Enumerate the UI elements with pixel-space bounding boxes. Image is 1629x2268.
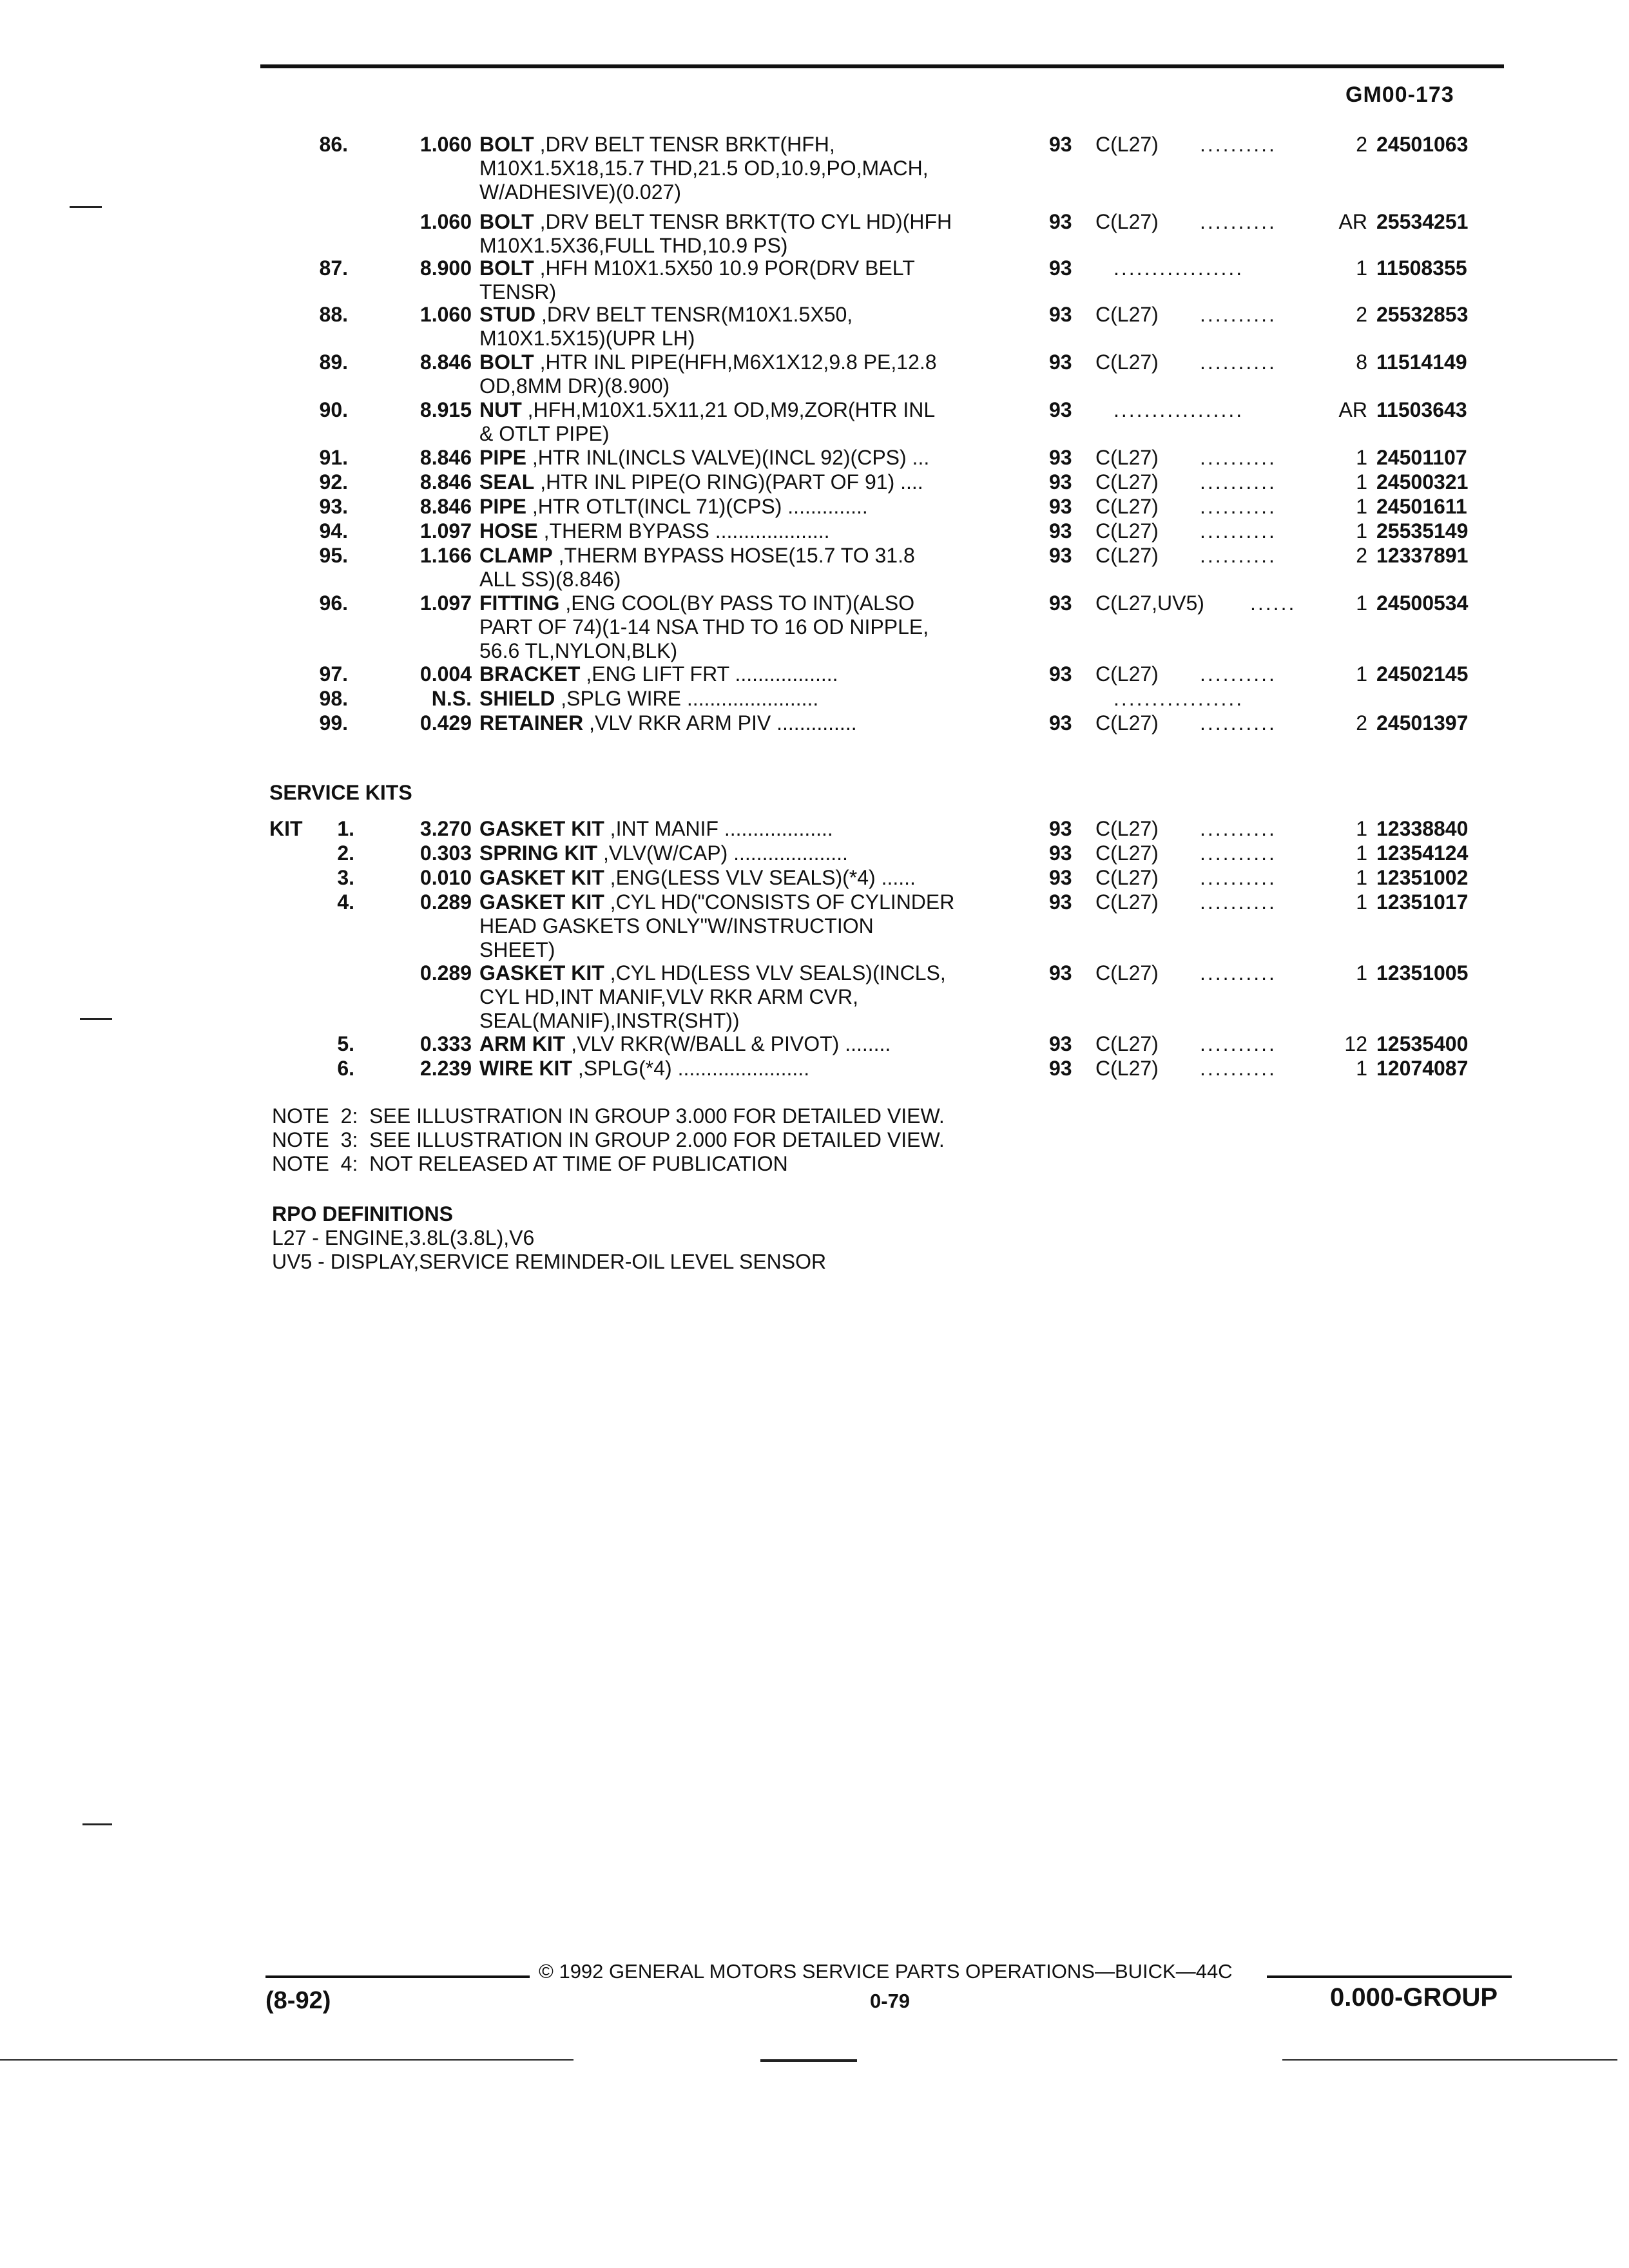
- item-name: GASKET KIT: [479, 866, 604, 889]
- quantity: 2: [1356, 544, 1367, 567]
- rpo-item: L27 - ENGINE,3.8L(3.8L),V6: [272, 1226, 535, 1249]
- item-number: 97.: [319, 662, 348, 686]
- dot-leader: .................: [1113, 256, 1244, 280]
- group-number: 8.846: [419, 351, 472, 374]
- model-year: 93: [1049, 210, 1072, 233]
- quantity: 1: [1356, 470, 1367, 494]
- model-year: 93: [1049, 1057, 1072, 1080]
- item-detail: ,THERM BYPASS ....................: [537, 519, 830, 543]
- group-number: 3.270: [419, 817, 472, 840]
- group-number: 8.900: [419, 256, 472, 280]
- part-number: 11508355: [1376, 256, 1467, 280]
- quantity: 1: [1356, 1057, 1367, 1080]
- part-number: 25532853: [1376, 303, 1469, 326]
- item-detail: ,HTR INL PIPE(O RING)(PART OF 91) ....: [534, 470, 923, 494]
- item-name: CLAMP: [479, 544, 553, 567]
- model-year: 93: [1049, 817, 1072, 840]
- quantity: 1: [1356, 866, 1367, 889]
- bottom-edge-line: [0, 2059, 574, 2061]
- item-number: 6.: [337, 1057, 354, 1080]
- quantity: AR: [1338, 398, 1367, 421]
- item-description: [479, 890, 1008, 962]
- note-line: NOTE 4: NOT RELEASED AT TIME OF PUBLICATION: [272, 1152, 788, 1175]
- footer-rule-right: [1267, 1975, 1512, 1978]
- item-detail: ,INT MANIF ...................: [604, 817, 833, 840]
- part-number: 12535400: [1376, 1032, 1469, 1055]
- quantity: 1: [1356, 841, 1367, 865]
- usage-code: C(L27): [1095, 841, 1159, 865]
- usage-code: C(L27,UV5): [1095, 591, 1204, 615]
- part-number: 24501063: [1376, 133, 1469, 156]
- item-detail: ,HTR INL(INCLS VALVE)(INCL 92)(CPS) ...: [526, 446, 930, 469]
- item-detail: ,ENG(LESS VLV SEALS)(*4) ......: [604, 866, 916, 889]
- usage-code: C(L27): [1095, 519, 1159, 543]
- part-number: 12351002: [1376, 866, 1469, 889]
- part-number: 25534251: [1376, 210, 1469, 233]
- model-year: 93: [1049, 544, 1072, 567]
- dot-leader: ..........: [1200, 817, 1277, 840]
- item-name: GASKET KIT: [479, 890, 604, 914]
- item-number: 89.: [319, 351, 348, 374]
- group-number: 0.289: [419, 890, 472, 914]
- dot-leader: ..........: [1200, 711, 1277, 735]
- item-name: BOLT: [479, 351, 534, 374]
- dot-leader: ..........: [1200, 961, 1277, 985]
- item-number: 99.: [319, 711, 348, 735]
- item-description: [479, 1057, 1008, 1081]
- model-year: 93: [1049, 841, 1072, 865]
- group-number: 1.060: [419, 210, 472, 233]
- group-number: 2.239: [419, 1057, 472, 1080]
- dot-leader: ..........: [1200, 495, 1277, 518]
- item-number: 96.: [319, 591, 348, 615]
- item-detail: ,HTR INL PIPE(HFH,M6X1X12,9.8 PE,12.8 OD,8MM DR)(8.900): [479, 351, 937, 398]
- item-name: SPRING KIT: [479, 841, 598, 865]
- item-detail: ,SPLG(*4) .......................: [572, 1057, 810, 1080]
- item-name: NUT: [479, 398, 522, 421]
- group-number: 0.289: [419, 961, 472, 985]
- model-year: 93: [1049, 711, 1072, 735]
- usage-code: C(L27): [1095, 961, 1159, 985]
- model-year: 93: [1049, 398, 1072, 421]
- dot-leader: ..........: [1200, 446, 1277, 469]
- bottom-edge-line: [1282, 2059, 1617, 2061]
- part-number: 11514149: [1376, 351, 1467, 374]
- usage-code: C(L27): [1095, 890, 1159, 914]
- usage-code: C(L27): [1095, 866, 1159, 889]
- dot-leader: ..........: [1200, 866, 1277, 889]
- item-description: [479, 961, 1008, 1033]
- group-number: N.S.: [431, 687, 472, 710]
- dot-leader: ..........: [1200, 662, 1277, 686]
- item-detail: ,SPLG WIRE .......................: [555, 687, 819, 710]
- item-description: [479, 446, 1008, 470]
- quantity: 1: [1356, 961, 1367, 985]
- quantity: 2: [1356, 133, 1367, 156]
- item-description: [479, 398, 1008, 446]
- dot-leader: ......: [1250, 591, 1296, 615]
- item-detail: ,HFH M10X1.5X50 10.9 POR(DRV BELT TENSR): [479, 256, 915, 303]
- item-description: [479, 711, 1008, 735]
- usage-code: C(L27): [1095, 1057, 1159, 1080]
- part-number: 12074087: [1376, 1057, 1469, 1080]
- dot-leader: .................: [1113, 398, 1244, 421]
- item-description: [479, 256, 1008, 304]
- part-number: 12354124: [1376, 841, 1469, 865]
- usage-code: C(L27): [1095, 544, 1159, 567]
- item-number: 2.: [337, 841, 354, 865]
- part-number: 12351017: [1376, 890, 1469, 914]
- dot-leader: ..........: [1200, 1057, 1277, 1080]
- dot-leader: .................: [1113, 687, 1244, 710]
- group-number: 0.004: [419, 662, 472, 686]
- item-name: BOLT: [479, 256, 534, 280]
- item-description: [479, 495, 1008, 519]
- item-name: WIRE KIT: [479, 1057, 572, 1080]
- model-year: 93: [1049, 303, 1072, 326]
- page-number: GM00-173: [1345, 82, 1454, 107]
- item-number: 1.: [337, 817, 354, 840]
- item-description: [479, 662, 1008, 686]
- item-name: BOLT: [479, 133, 534, 156]
- rpo-heading: RPO DEFINITIONS: [272, 1202, 453, 1225]
- item-name: RETAINER: [479, 711, 584, 735]
- item-description: [479, 591, 1008, 663]
- item-number: 5.: [337, 1032, 354, 1055]
- group-number: 8.915: [419, 398, 472, 421]
- note-line: NOTE 2: SEE ILLUSTRATION IN GROUP 3.000 FOR DETAILED VIEW.: [272, 1104, 945, 1128]
- item-name: SHIELD: [479, 687, 555, 710]
- part-number: 12351005: [1376, 961, 1469, 985]
- header-rule: [260, 64, 1504, 68]
- item-number: 98.: [319, 687, 348, 710]
- binder-mark: [82, 1823, 112, 1825]
- part-number: 11503643: [1376, 398, 1467, 421]
- dot-leader: ..........: [1200, 133, 1277, 156]
- quantity: 2: [1356, 711, 1367, 735]
- item-name: ARM KIT: [479, 1032, 566, 1055]
- item-name: HOSE: [479, 519, 538, 543]
- dot-leader: ..........: [1200, 210, 1277, 233]
- item-number: 94.: [319, 519, 348, 543]
- item-description: [479, 841, 1008, 865]
- item-description: [479, 866, 1008, 890]
- group-number: 0.429: [419, 711, 472, 735]
- dot-leader: ..........: [1200, 1032, 1277, 1055]
- item-number: 91.: [319, 446, 348, 469]
- item-description: [479, 544, 1008, 591]
- dot-leader: ..........: [1200, 544, 1277, 567]
- service-kits-heading: SERVICE KITS: [269, 781, 412, 804]
- item-name: STUD: [479, 303, 536, 326]
- item-detail: ,ENG LIFT FRT ..................: [580, 662, 838, 686]
- item-description: [479, 687, 1008, 711]
- part-number: 24501107: [1376, 446, 1467, 469]
- dot-leader: ..........: [1200, 890, 1277, 914]
- part-number: 24500534: [1376, 591, 1469, 615]
- model-year: 93: [1049, 256, 1072, 280]
- notes-block: [272, 1104, 945, 1176]
- group-number: 1.097: [419, 591, 472, 615]
- item-name: PIPE: [479, 446, 526, 469]
- quantity: 1: [1356, 591, 1367, 615]
- usage-code: C(L27): [1095, 495, 1159, 518]
- quantity: 1: [1356, 817, 1367, 840]
- model-year: 93: [1049, 446, 1072, 469]
- model-year: 93: [1049, 495, 1072, 518]
- item-detail: ,CYL HD("CONSISTS OF CYLINDER HEAD GASKETS ONLY"W/INSTRUCTION SHEET): [479, 890, 955, 961]
- item-number: 86.: [319, 133, 348, 156]
- part-number: 25535149: [1376, 519, 1469, 543]
- item-description: [479, 519, 1008, 543]
- model-year: 93: [1049, 133, 1072, 156]
- part-number: 12337891: [1376, 544, 1469, 567]
- usage-code: C(L27): [1095, 133, 1159, 156]
- model-year: 93: [1049, 351, 1072, 374]
- group-number: 0.333: [419, 1032, 472, 1055]
- model-year: 93: [1049, 866, 1072, 889]
- item-number: 93.: [319, 495, 348, 518]
- part-number: 24501611: [1376, 495, 1467, 518]
- model-year: 93: [1049, 1032, 1072, 1055]
- group-number: 1.060: [419, 133, 472, 156]
- item-description: [479, 303, 1008, 351]
- item-detail: ,CYL HD(LESS VLV SEALS)(INCLS, CYL HD,INT MANIF,VLV RKR ARM CVR, SEAL(MANIF),INSTR(SHT)): [479, 961, 946, 1032]
- quantity: AR: [1338, 210, 1367, 233]
- group-label: 0.000-GROUP: [1330, 1983, 1498, 2012]
- model-year: 93: [1049, 591, 1072, 615]
- item-detail: ,DRV BELT TENSR BRKT(TO CYL HD)(HFH M10X1.5X36,FULL THD,10.9 PS): [479, 210, 952, 257]
- item-description: [479, 351, 1008, 398]
- bottom-edge-line: [760, 2059, 857, 2062]
- group-number: 0.010: [419, 866, 472, 889]
- copyright-line: © 1992 GENERAL MOTORS SERVICE PARTS OPERATIONS—BUICK—44C: [539, 1960, 1233, 1983]
- dot-leader: ..........: [1200, 841, 1277, 865]
- quantity: 1: [1356, 519, 1367, 543]
- item-detail: ,HTR OTLT(INCL 71)(CPS) ..............: [526, 495, 868, 518]
- item-name: BRACKET: [479, 662, 581, 686]
- part-number: 24501397: [1376, 711, 1469, 735]
- group-number: 8.846: [419, 495, 472, 518]
- item-number: 92.: [319, 470, 348, 494]
- item-description: [479, 1032, 1008, 1056]
- quantity: 12: [1344, 1032, 1367, 1055]
- item-description: [479, 210, 1008, 258]
- item-detail: ,DRV BELT TENSR BRKT(HFH, M10X1.5X18,15.7 THD,21.5 OD,10.9,PO,MACH, W/ADHESIVE)(0.027): [479, 133, 929, 204]
- item-detail: ,VLV(W/CAP) ....................: [597, 841, 848, 865]
- item-name: SEAL: [479, 470, 535, 494]
- item-number: 95.: [319, 544, 348, 567]
- quantity: 1: [1356, 446, 1367, 469]
- item-detail: ,THERM BYPASS HOSE(15.7 TO 31.8 ALL SS)(8.846): [479, 544, 915, 591]
- model-year: 93: [1049, 961, 1072, 985]
- rpo-definitions: [272, 1202, 826, 1274]
- item-detail: ,HFH,M10X1.5X11,21 OD,M9,ZOR(HTR INL & OTLT PIPE): [479, 398, 936, 445]
- group-number: 0.303: [419, 841, 472, 865]
- group-number: 8.846: [419, 470, 472, 494]
- item-name: GASKET KIT: [479, 961, 604, 985]
- quantity: 1: [1356, 495, 1367, 518]
- usage-code: C(L27): [1095, 817, 1159, 840]
- usage-code: C(L27): [1095, 1032, 1159, 1055]
- usage-code: C(L27): [1095, 446, 1159, 469]
- quantity: 1: [1356, 890, 1367, 914]
- part-number: 24502145: [1376, 662, 1469, 686]
- item-number: 4.: [337, 890, 354, 914]
- dot-leader: ..........: [1200, 519, 1277, 543]
- footer-rule-left: [265, 1975, 530, 1978]
- item-description: [479, 817, 1008, 841]
- kit-label: KIT: [269, 817, 303, 840]
- binder-mark: [70, 206, 102, 208]
- model-year: 93: [1049, 470, 1072, 494]
- dot-leader: ..........: [1200, 470, 1277, 494]
- item-name: GASKET KIT: [479, 817, 604, 840]
- usage-code: C(L27): [1095, 303, 1159, 326]
- dot-leader: ..........: [1200, 351, 1277, 374]
- usage-code: C(L27): [1095, 470, 1159, 494]
- item-detail: ,VLV RKR ARM PIV ..............: [583, 711, 857, 735]
- item-name: FITTING: [479, 591, 560, 615]
- rpo-item: UV5 - DISPLAY,SERVICE REMINDER-OIL LEVEL SENSOR: [272, 1250, 827, 1273]
- group-number: 1.097: [419, 519, 472, 543]
- usage-code: C(L27): [1095, 351, 1159, 374]
- quantity: 1: [1356, 662, 1367, 686]
- group-number: 1.166: [419, 544, 472, 567]
- model-year: 93: [1049, 890, 1072, 914]
- model-year: 93: [1049, 662, 1072, 686]
- quantity: 1: [1356, 256, 1367, 280]
- quantity: 8: [1356, 351, 1367, 374]
- footer-page-number: 0-79: [870, 1990, 911, 2012]
- item-number: 87.: [319, 256, 348, 280]
- note-line: NOTE 3: SEE ILLUSTRATION IN GROUP 2.000 FOR DETAILED VIEW.: [272, 1128, 945, 1151]
- item-description: [479, 470, 1008, 494]
- group-number: 1.060: [419, 303, 472, 326]
- usage-code: C(L27): [1095, 210, 1159, 233]
- item-name: BOLT: [479, 210, 534, 233]
- item-detail: ,ENG COOL(BY PASS TO INT)(ALSO PART OF 74)(1-14 NSA THD TO 16 OD NIPPLE, 56.6 TL,NYLON,BLK): [479, 591, 929, 662]
- quantity: 2: [1356, 303, 1367, 326]
- item-number: 88.: [319, 303, 348, 326]
- item-detail: ,DRV BELT TENSR(M10X1.5X50, M10X1.5X15)(UPR LH): [479, 303, 853, 350]
- item-name: PIPE: [479, 495, 526, 518]
- usage-code: C(L27): [1095, 662, 1159, 686]
- item-number: 90.: [319, 398, 348, 421]
- usage-code: C(L27): [1095, 711, 1159, 735]
- item-description: [479, 133, 1008, 204]
- binder-mark: [80, 1018, 112, 1020]
- part-number: 24500321: [1376, 470, 1469, 494]
- group-number: 8.846: [419, 446, 472, 469]
- part-number: 12338840: [1376, 817, 1469, 840]
- revision-date: (8-92): [265, 1987, 331, 2014]
- dot-leader: ..........: [1200, 303, 1277, 326]
- item-detail: ,VLV RKR(W/BALL & PIVOT) ........: [565, 1032, 891, 1055]
- item-number: 3.: [337, 866, 354, 889]
- model-year: 93: [1049, 519, 1072, 543]
